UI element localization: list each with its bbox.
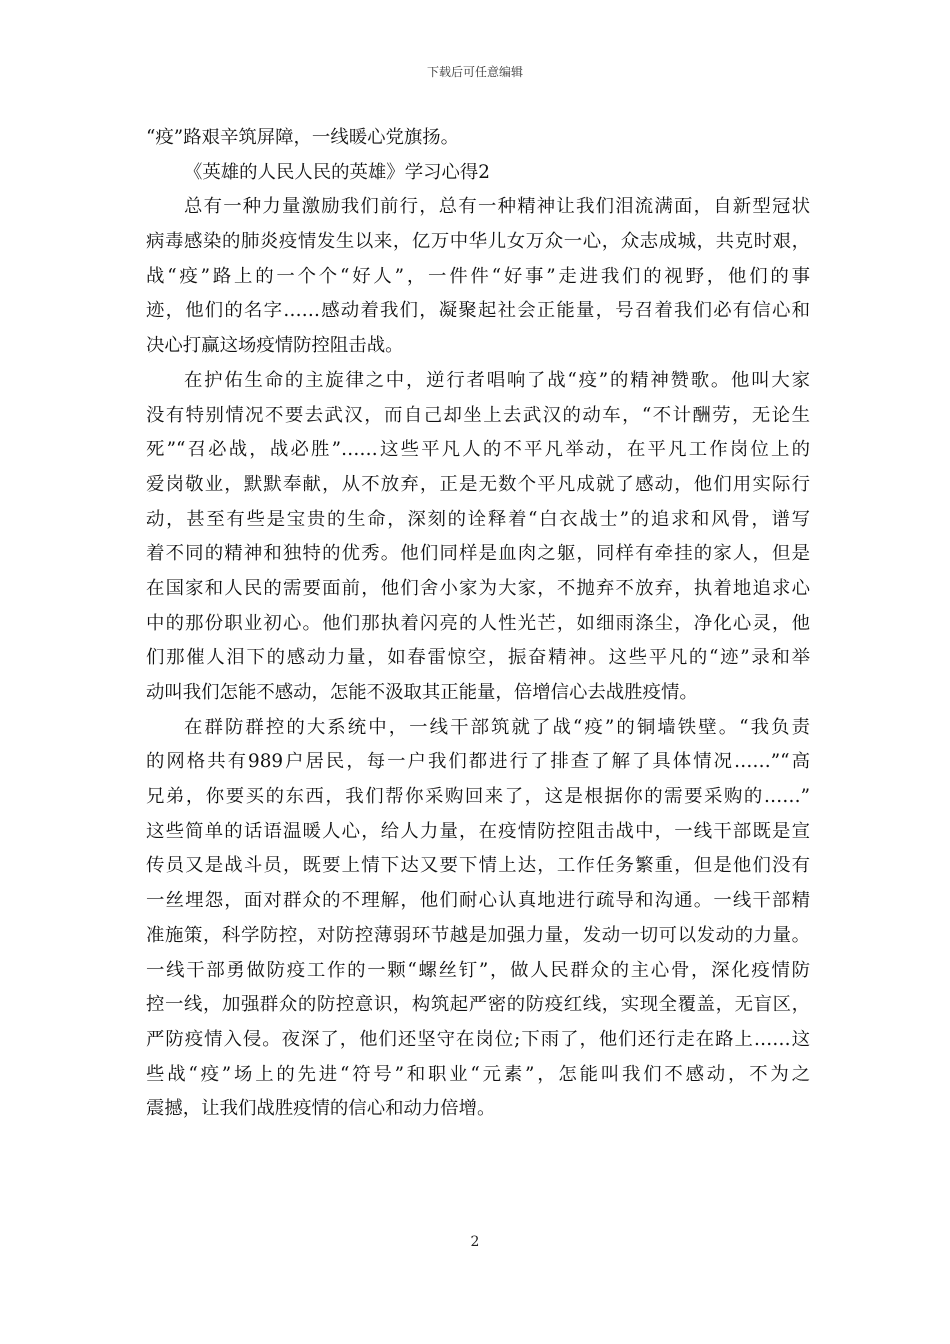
text-line: 这些简单的话语温暖人心，给人力量，在疫情防控阻击战中，一线干部既是宣 (146, 820, 810, 842)
text-line: 兄弟，你要买的东西，我们帮你采购回来了，这是根据你的需要采购的……” (146, 786, 810, 808)
text-line: 爱岗敬业，默默奉献，从不放弃，正是无数个平凡成就了感动，他们用实际行 (146, 473, 810, 495)
text-line: 控一线，加强群众的防控意识，构筑起严密的防疫红线，实现全覆盖，无盲区， (146, 994, 810, 1016)
text-line: 在护佑生命的主旋律之中，逆行者唱响了战“疫”的精神赞歌。他叫大家 (184, 369, 810, 391)
text-line: 决心打赢这场疫情防控阻击战。 (146, 335, 404, 357)
page-number: 2 (470, 1234, 480, 1250)
text-line: 的网格共有989户居民，每一户我们都进行了排查了解了具体情况……”“高 (146, 751, 810, 773)
text-line: 一线干部勇做防疫工作的一颗“螺丝钉”，做人民群众的主心骨，深化疫情防 (146, 959, 810, 981)
text-line: 些战“疫”场上的先进“符号”和职业“元素”，怎能叫我们不感动，不为之 (146, 1063, 810, 1085)
text-line: “疫”路艰辛筑屏障，一线暖心党旗扬。 (146, 127, 460, 148)
text-line: 们那催人泪下的感动力量，如春雷惊空，振奋精神。这些平凡的“迹”录和举 (146, 647, 810, 669)
text-line: 战“疫”路上的一个个“好人”，一件件“好事”走进我们的视野，他们的事 (146, 265, 810, 287)
text-line: 没有特别情况不要去武汉，而自己却坐上去武汉的动车，“不计酬劳，无论生 (146, 404, 810, 426)
text-line: 中的那份职业初心。他们那执着闪亮的人性光芒，如细雨涤尘，净化心灵，他 (146, 612, 810, 634)
text-line: 严防疫情入侵。夜深了，他们还坚守在岗位;下雨了，他们还行走在路上……这 (146, 1028, 810, 1050)
document-body (146, 121, 810, 1127)
text-line: 在国家和人民的需要面前，他们舍小家为大家，不抛弃不放弃，执着地追求心 (146, 577, 810, 599)
text-line: 着不同的精神和独特的优秀。他们同样是血肉之躯，同样有牵挂的家人，但是 (146, 543, 810, 565)
text-line: 动，甚至有些是宝贵的生命，深刻的诠释着“白衣战士”的追求和风骨，谱写 (146, 508, 810, 530)
text-line: 总有一种力量激励我们前行，总有一种精神让我们泪流满面，自新型冠状 (184, 196, 810, 218)
text-line: 准施策，科学防控，对防控薄弱环节越是加强力量，发动一切可以发动的力量。 (146, 924, 810, 946)
page-header: 下载后可任意编辑 (426, 65, 523, 79)
text-line: 在群防群控的大系统中，一线干部筑就了战“疫”的铜墙铁壁。“我负责 (184, 716, 810, 738)
section-title: 《英雄的人民人民的英雄》学习心得2 (184, 161, 490, 183)
text-line: 传员又是战斗员，既要上情下达又要下情上达，工作任务繁重，但是他们没有 (146, 855, 810, 877)
text-line: 动叫我们怎能不感动，怎能不汲取其正能量，倍增信心去战胜疫情。 (146, 682, 698, 703)
text-line: 病毒感染的肺炎疫情发生以来，亿万中华儿女万众一心，众志成城，共克时艰， (146, 231, 810, 253)
text-line: 死”“召必战，战必胜”……这些平凡人的不平凡举动，在平凡工作岗位上的 (146, 439, 810, 461)
text-line: 迹，他们的名字……感动着我们，凝聚起社会正能量，号召着我们必有信心和 (146, 300, 810, 322)
text-line: 震撼，让我们战胜疫情的信心和动力倍增。 (146, 1098, 496, 1120)
text-line: 一丝埋怨，面对群众的不理解，他们耐心认真地进行疏导和沟通。一线干部精 (146, 890, 810, 912)
